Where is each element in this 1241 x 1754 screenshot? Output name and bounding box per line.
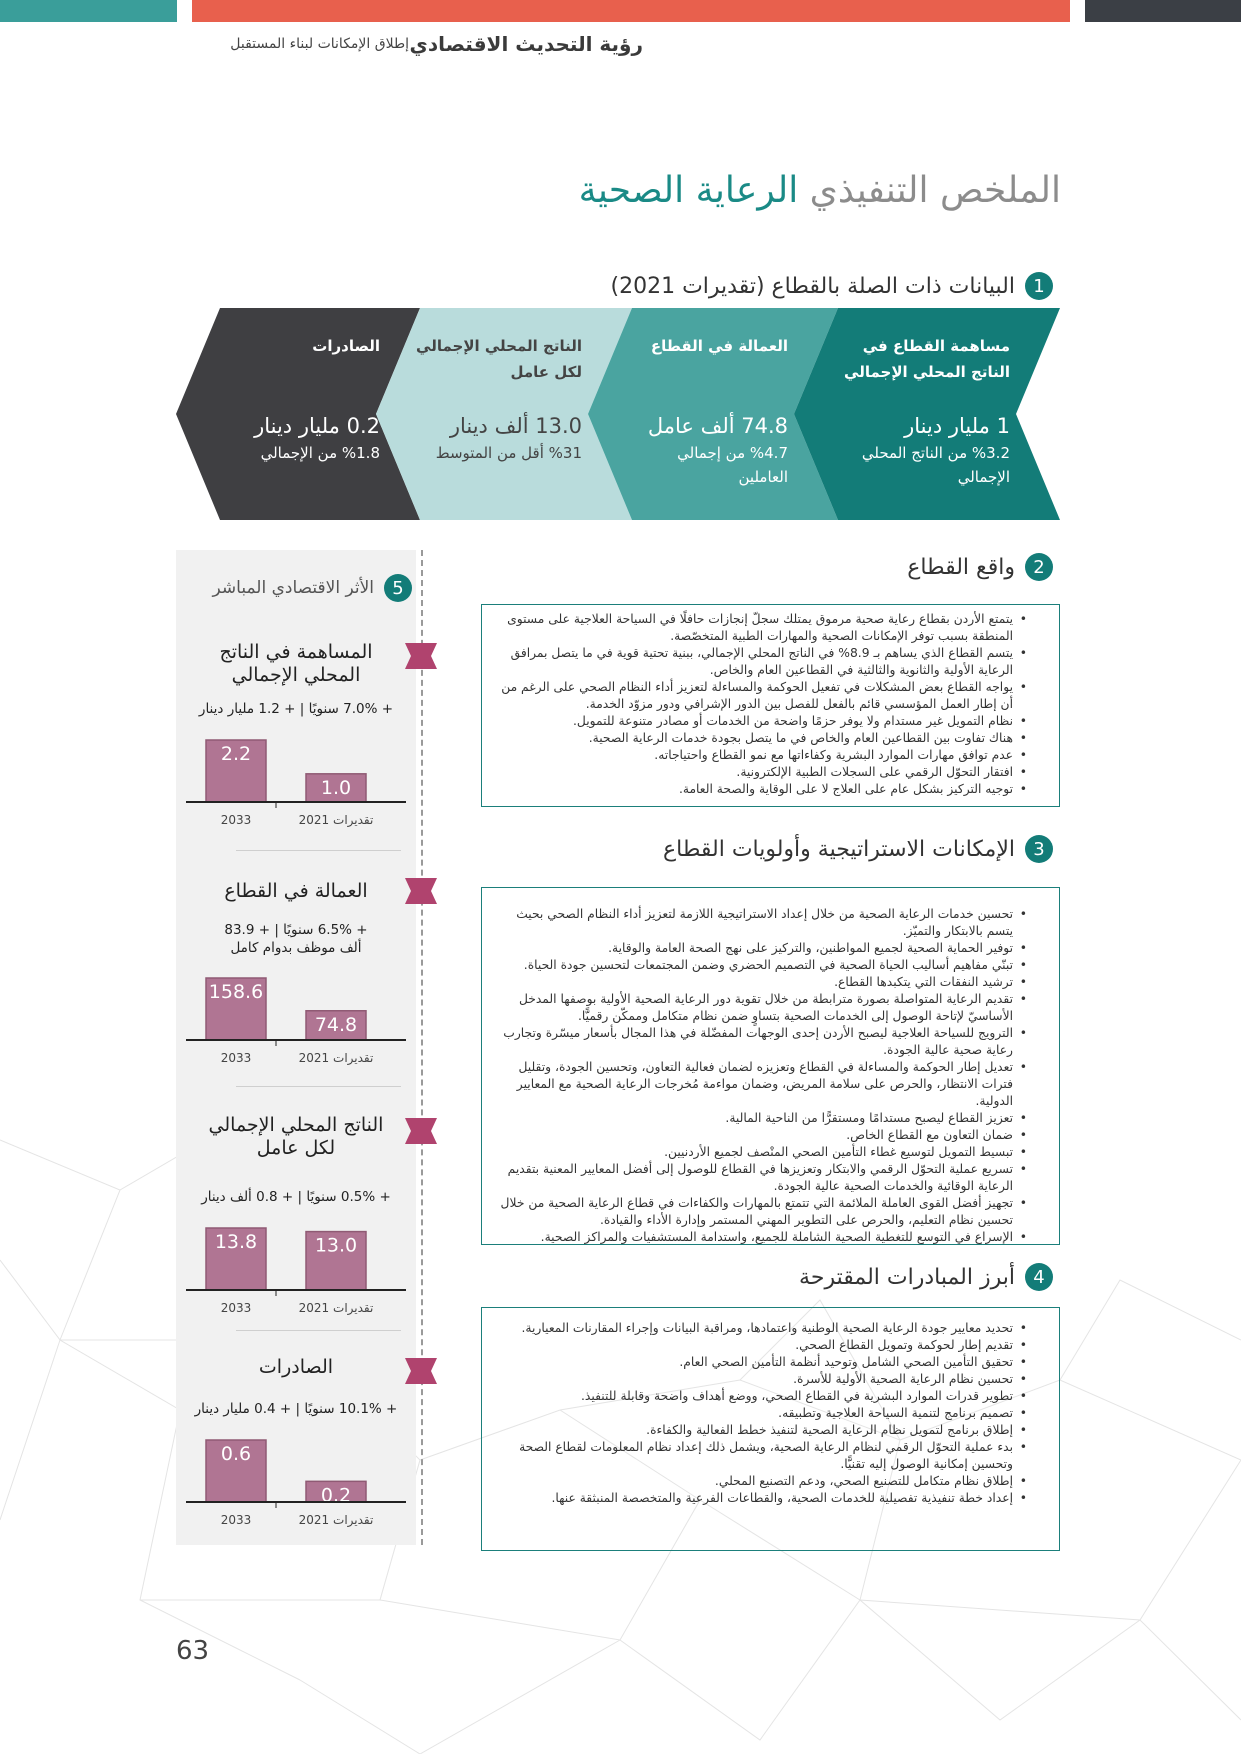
document-header [0,30,1241,60]
chart-1 [186,720,406,830]
kpi-gdp-contribution [810,333,1010,489]
kpi-employment [598,333,788,489]
list-item: • عدم توافق مهارات الموارد البشرية وكفاءاتها مع نمو القطاع واحتياجاته. [494,747,1027,764]
list-item: • تصميم برنامج لتنمية السياحة العلاجية وتطبيقه. [494,1405,1027,1422]
kpi-2-note-2: العاملين [738,468,788,486]
list-item: • تحديد معايير جودة الرعاية الصحية الوطنية واعتمادها، ومراقبة البيانات وإجراء المقارنات المعيارية. [494,1320,1027,1337]
list-item: • يتمتع الأردن بقطاع رعاية صحية مرموق يمتلك سجلّ إنجازات حافلًا في السياحة العلاجية على مستوى المنطقة بسبب توفر الإمكانات الصحية والمهارات الطبية المتخصّصة. [494,611,1027,645]
chart-value-label: 1.0 [320,776,352,799]
initiatives-box [481,1307,1060,1551]
list-item: • تعديل إطار الحوكمة والمساءلة في القطاع وتعزيزه لضمان فعالية التعاون، وتحسين الجودة، وتقليل فترات الانتظار، والحرص على سلامة المريض، وضمان مواءمة مُخرجات الرعاية الصحية مع المعايير الدولية. [494,1059,1027,1110]
list-item: • تحقيق التأمين الصحي الشامل وتوحيد أنظمة التأمين الصحي العام. [494,1354,1027,1371]
kpi-4-label-2 [200,359,380,385]
list-item: • يواجه القطاع بعض المشكلات في تفعيل الحوكمة والمساءلة لتعزيز أداء النظام الصحي على الرغم من أن إطار العمل المؤسسي قائم بالفعل للفصل بين الدور الإشرافي ودور مزوّد الخدمة. [494,679,1027,713]
kpi-3-value: 13.0 ألف دينار [449,414,582,438]
kpi-1-note: %3.2 من الناتج المحلي [861,444,1010,462]
section-1-title: البيانات ذات الصلة بالقطاع (تقديرات 2021) [610,273,1015,299]
chart-value-label: 158.6 [208,981,264,1003]
kpi-3-label: الناتج المحلي الإجمالي [416,337,582,355]
header-subtitle: إطلاق الإمكانات لبناء المستقبل [230,36,409,52]
section-2-number: 2 [1025,553,1053,581]
kpi-2-label: العمالة في القطاع [650,337,788,355]
list-item: • تقديم الرعاية المتواصلة بصورة مترابطة من خلال تقوية دور الرعاية الصحية الأولية بوصفها المدخل الأساسيّ لإتاحة الوصول إلى الخدمات الصحية بتساوٍ ضمن نظام متكامل وممكّن رقميًّا. [494,991,1027,1025]
list-item: • بدء عملية التحوّل الرقمي لنظام الرعاية الصحية، ويشمل ذلك إعداد نظام المعلومات لقطاع الصحة وتحسين إمكانية الوصول إليه تقنيًّا. [494,1439,1027,1473]
kpi-exports [200,333,380,465]
sector-reality-box [481,604,1060,807]
list-item: • تسريع عملية التحوّل الرقمي والابتكار وتعزيزها في القطاع للوصول إلى أفضل المعايير المعنية بتقديم الرعاية الوقائية والخدمات الصحية عالية الجودة. [494,1161,1027,1195]
kpi-1-label-2: الناتج المحلي الإجمالي [844,363,1010,381]
list-item: • هناك تفاوت بين القطاعين العام والخاص في ما يتصل بجودة خدمات الرعاية الصحية. [494,730,1027,747]
chart-1-subtitle: + 7.0% سنويًا | + 1.2 مليار دينار [198,701,394,717]
list-item: • تحسين خدمات الرعاية الصحية من خلال إعداد الاستراتيجية اللازمة لتعزيز أداء النظام الصحي بحيث يتسم بالابتكار والتميّز. [494,906,1027,940]
header-title: رؤية التحديث الاقتصادي [409,32,643,56]
list-item: • إعداد خطة تنفيذية تفصيلية للخدمات الصحية، والقطاعات الفرعية والمتخصصة المنبثقة عنها. [494,1490,1027,1507]
section-4-header [799,1263,1053,1291]
chart-category-label: 2033 [220,1051,252,1065]
chart-category-label: تقديرات 2021 [298,1301,374,1315]
chart-value-label: 0.6 [220,1443,252,1465]
kpi-4-note: %1.8 من الإجمالي [260,444,380,462]
kpi-4-label: الصادرات [312,337,380,355]
top-bar-red [192,0,1070,22]
chart-2-title: العمالة في القطاع [224,880,368,902]
section-4-number: 4 [1025,1263,1053,1291]
chart-2 [186,958,406,1068]
section-3-number: 3 [1025,835,1053,863]
list-item: • الترويج للسياحة العلاجية ليصبح الأردن إحدى الوجهات المفضّلة في هذا المجال بأسعار ميسّرة وتجارب رعاية صحية عالية الجودة. [494,1025,1027,1059]
list-item: • تطوير قدرات الموارد البشرية في القطاع الصحي، ووضع أهداف واضحة وقابلة للتنفيذ. [494,1388,1027,1405]
priorities-box [481,887,1060,1245]
kpi-chevrons [176,308,1060,520]
section-2-header [907,553,1053,581]
chart-value-label: 13.8 [214,1231,258,1253]
kpi-gdp-per-worker [382,333,582,465]
section-4-title: أبرز المبادرات المقترحة [799,1264,1015,1290]
chart-value-label: 2.2 [220,743,252,765]
initiatives-list [494,1320,1027,1507]
chart-3 [186,1208,406,1318]
page-title [579,170,1061,211]
sector-reality-list [494,611,1027,798]
list-item: • تحسين نظام الرعاية الصحية الأولية للأسرة. [494,1371,1027,1388]
section-1-header [611,272,1054,300]
section-5-number: 5 [384,574,412,602]
chart-4-title: الصادرات [258,1356,334,1378]
sidebar-dashed-divider [421,550,423,1545]
list-item: • الإسراع في التوسع للتغطية الصحية الشاملة للجميع، واستدامة المستشفيات والمراكز الصحية. [494,1229,1027,1246]
top-bar-dark [1085,0,1241,22]
list-item: • إطلاق نظام متكامل للتصنيع الصحي، ودعم التصنيع المحلي. [494,1473,1027,1490]
chart-value-label: 13.0 [314,1234,358,1257]
list-item: • تقديم إطار لحوكمة وتمويل القطاع الصحي. [494,1337,1027,1354]
list-item: • تجهيز أفضل القوى العاملة الملائمة التي تتمتع بالمهارات والكفاءات في قطاع الرعاية الصحية من خلال تحسين نظام التعليم، والحرص على التطوير المهني المستمر وإدارة الأداء والقيادة. [494,1195,1027,1229]
kpi-3-note: %31 أقل من المتوسط [435,444,582,462]
section-5-header [213,574,412,602]
kpi-1-value: 1 مليار دينار [904,414,1010,438]
list-item: • تبنّي مفاهيم أساليب الحياة الصحية في التصميم الحضري وضمن المجتمعات لتحسين جودة الحياة. [494,957,1027,974]
section-1-number: 1 [1025,272,1053,300]
kpi-2-value: 74.8 ألف عامل [647,414,788,438]
kpi-2-label-2 [598,359,788,385]
chart-2-subtitle: + 6.5% سنويًا | + 83.9 ألف موظف بدوام كامل [224,922,368,956]
chart-4-subtitle: + 10.1% سنويًا | + 0.4 مليار دينار [194,1401,398,1417]
top-bar-teal [0,0,177,22]
chart-1-separator [236,850,401,851]
chart-3-subtitle: + 0.5% سنويًا | + 0.8 ألف دينار [201,1189,391,1205]
list-item: • افتقار التحوّل الرقمي على السجلات الطبية الإلكترونية. [494,764,1027,781]
list-item: • تعزيز القطاع ليصبح مستدامًا ومستقرًّا من الناحية المالية. [494,1110,1027,1127]
chart-3-title: الناتج المحلي الإجمالي لكل عامل [208,1114,384,1159]
section-3-header [663,835,1053,863]
chart-1-title: المساهمة في الناتج المحلي الإجمالي [219,641,373,686]
page-title-part1: الملخص التنفيذي [809,170,1061,211]
chart-3-separator [236,1330,401,1331]
priorities-list [494,906,1027,1246]
kpi-1-label: مساهمة القطاع في [862,337,1010,355]
section-2-title: واقع القطاع [907,554,1015,580]
chart-2-separator [236,1086,401,1087]
kpi-1-note-2: الإجمالي [957,468,1010,486]
chart-category-label: 2033 [220,813,252,827]
chart-value-label: 0.2 [320,1484,352,1507]
list-item: • ضمان التعاون مع القطاع الخاص. [494,1127,1027,1144]
chart-4 [186,1420,406,1530]
list-item: • نظام التمويل غير مستدام ولا يوفر حزمًا واضحة من الخدمات أو مصادر متنوعة للتمويل. [494,713,1027,730]
chart-category-label: تقديرات 2021 [298,1513,374,1527]
chart-category-label: تقديرات 2021 [298,1051,374,1065]
page-number: 63 [176,1636,210,1666]
kpi-3-label-2: لكل عامل [510,363,582,381]
list-item: • يتسم القطاع الذي يساهم بـ 8.9% في الناتج المحلي الإجمالي، ببنية تحتية قوية في ما يتصل بمرافق الرعاية الأولية والثانوية والثالثية في القطاعين العام والخاص. [494,645,1027,679]
kpi-4-value: 0.2 مليار دينار [254,414,380,438]
chart-category-label: تقديرات 2021 [298,813,374,827]
section-3-title: الإمكانات الاستراتيجية وأولويات القطاع [663,836,1015,862]
page-title-part2: الرعاية الصحية [578,170,799,211]
list-item: • توجيه التركيز بشكل عام على العلاج لا على الوقاية والصحة العامة. [494,781,1027,798]
list-item: • إطلاق برنامج لتمويل نظام الرعاية الصحية لتنفيذ خطط الفعالية والكفاءة. [494,1422,1027,1439]
kpi-2-note: %4.7 من إجمالي [677,444,788,462]
section-5-title: الأثر الاقتصادي المباشر [212,578,374,598]
list-item: • تبسيط التمويل لتوسيع غطاء التأمين الصحي المنْصف لجميع الأردنيين. [494,1144,1027,1161]
chart-category-label: 2033 [220,1513,252,1527]
chart-value-label: 74.8 [314,1013,358,1036]
list-item: • توفير الحماية الصحية لجميع المواطنين، والتركيز على نهج الصحة العامة والوقاية. [494,940,1027,957]
list-item: • ترشيد النفقات التي يتكبدها القطاع. [494,974,1027,991]
chart-category-label: 2033 [220,1301,252,1315]
